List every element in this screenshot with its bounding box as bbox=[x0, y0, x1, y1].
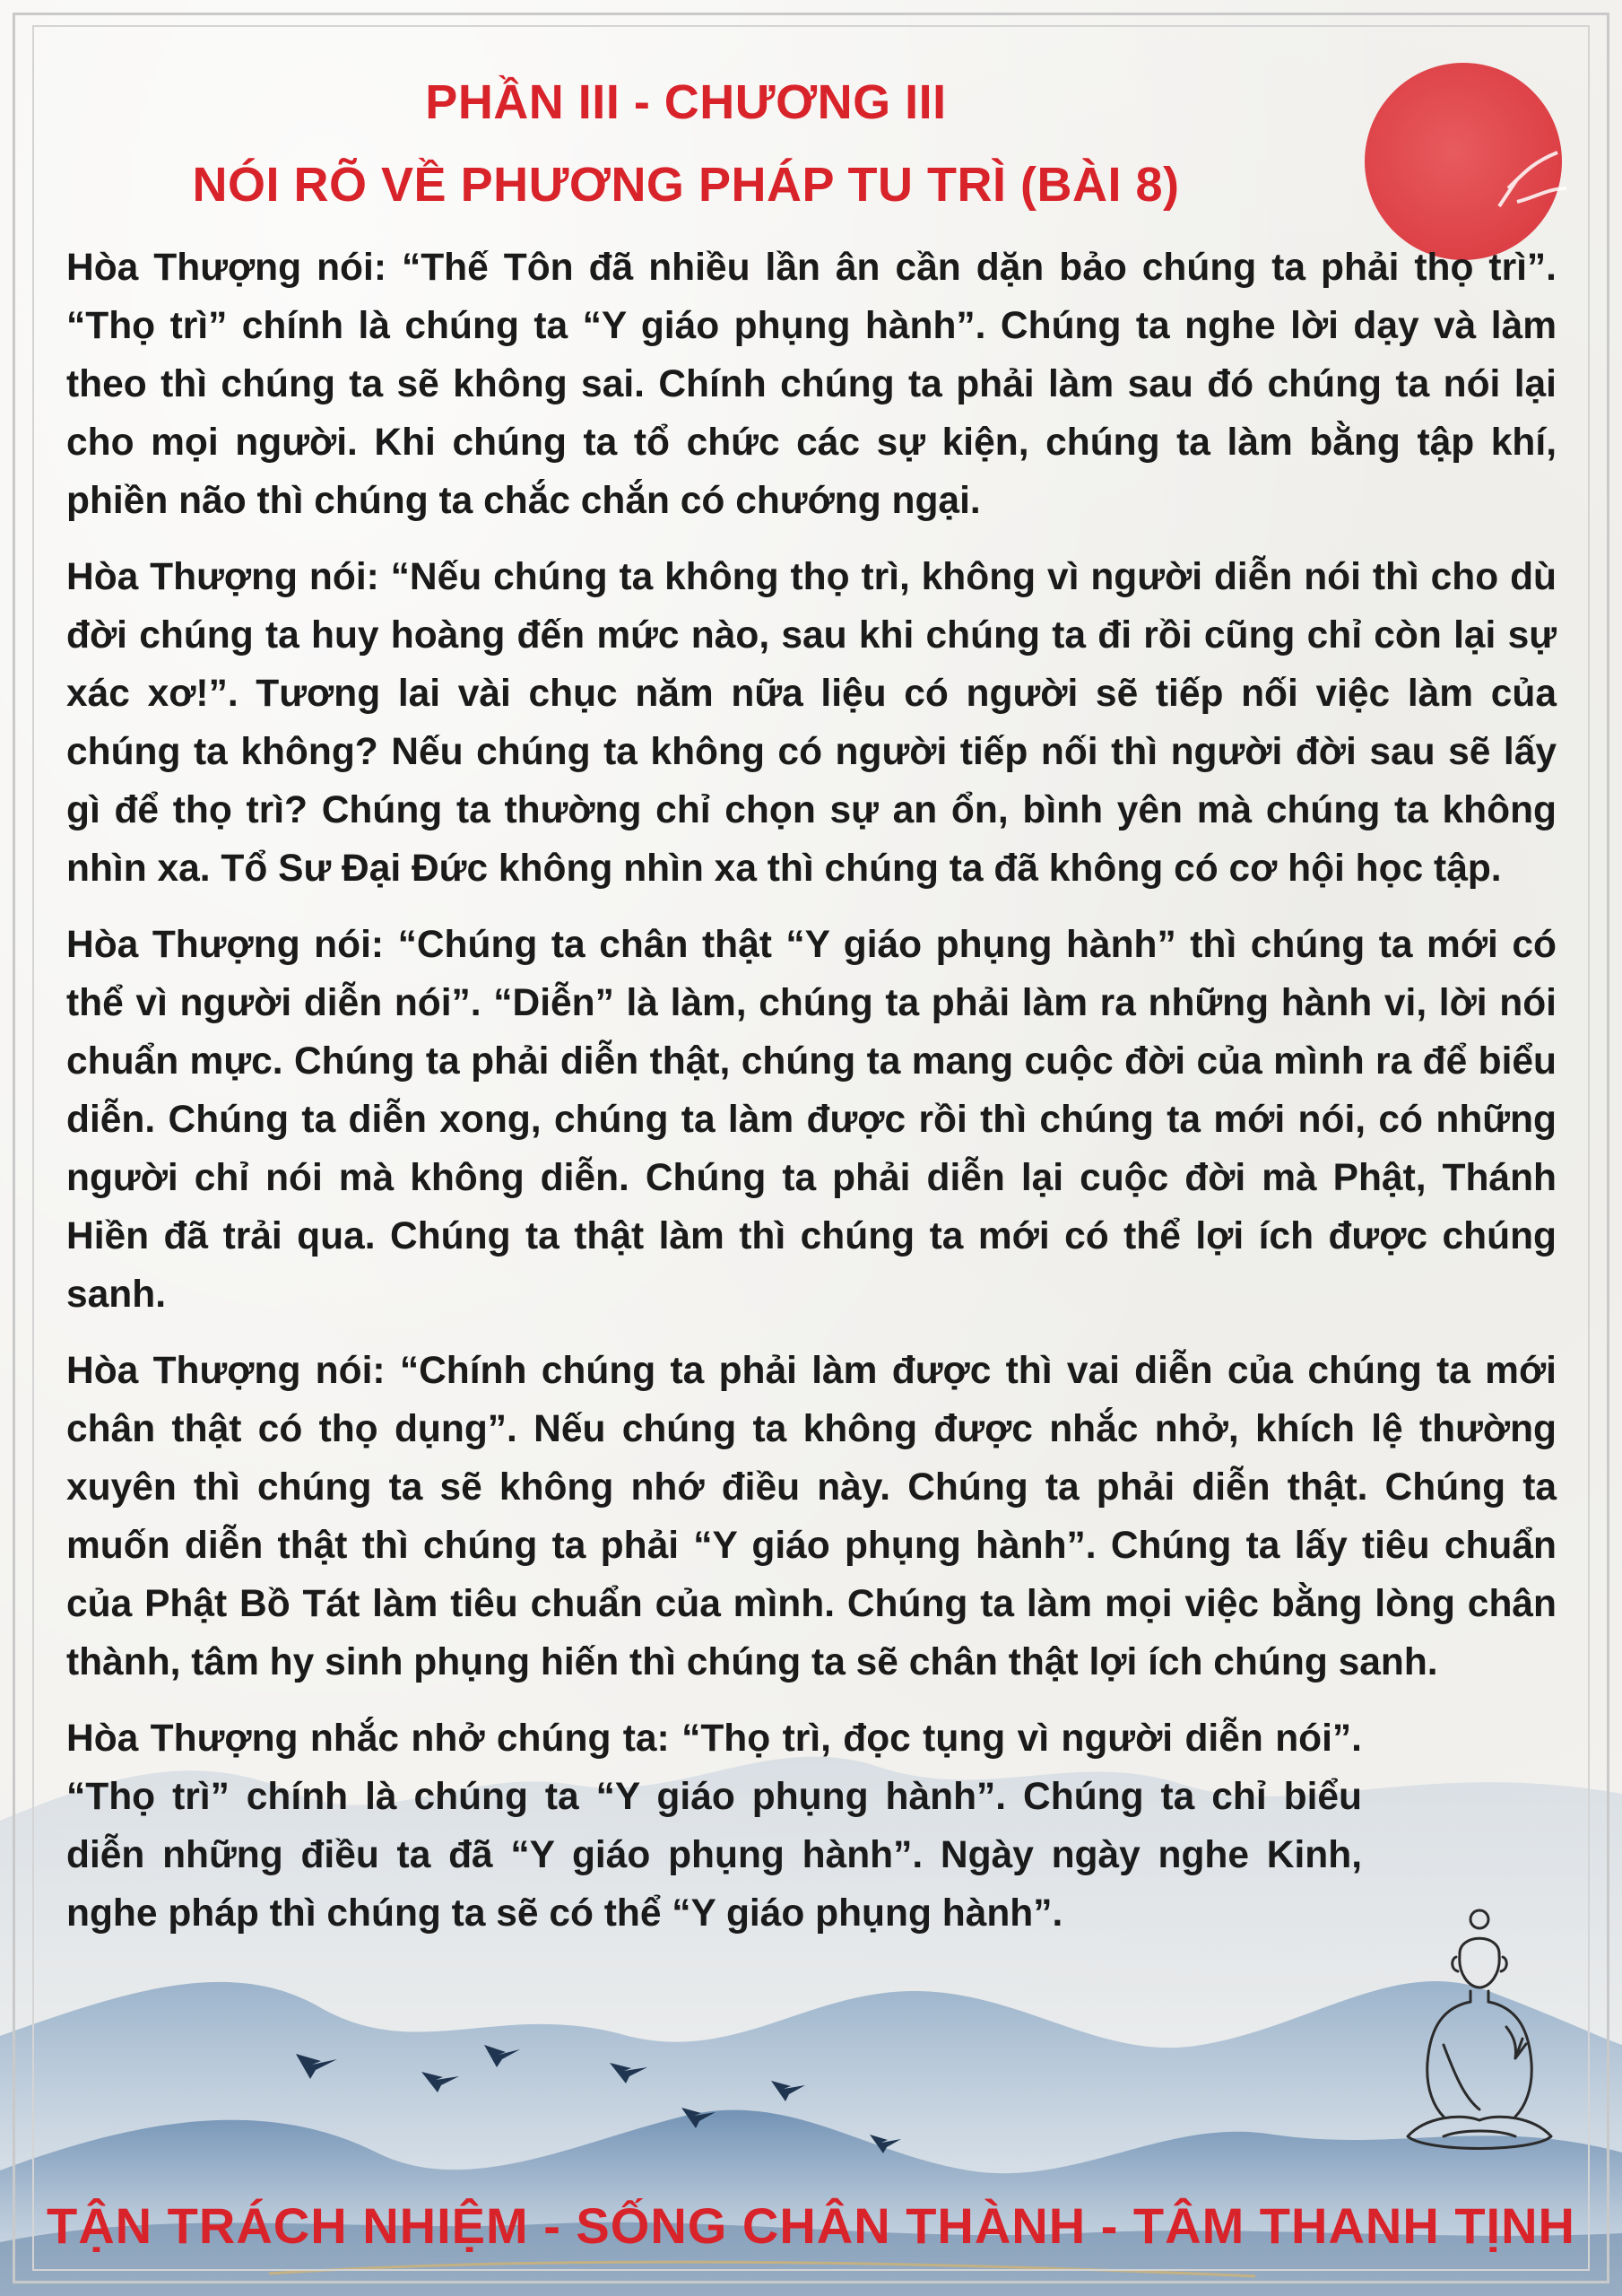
paragraph-1: Hòa Thượng nói: “Thế Tôn đã nhiều lần ân cần dặn bảo chúng ta phải thọ trì”. “Thọ trì” chính là chúng ta “Y giáo phụng hành”. Chúng ta nghe lời dạy và làm theo thì chúng ta sẽ không sai. Chính chúng ta phải làm sau đó chúng ta nói lại cho mọi người. Khi chúng ta tổ chức các sự kiện, chúng ta làm bằng tập khí, phiền não thì chúng ta chắc chắn có chướng ngại. bbox=[66, 247, 1557, 522]
paragraph-2: Hòa Thượng nói: “Nếu chúng ta không thọ trì, không vì người diễn nói thì cho dù đời chúng ta huy hoàng đến mức nào, sau khi chúng ta đi rồi cũng chỉ còn lại sự xác xơ!”. Tương lai vài chục năm nữa liệu có người sẽ tiếp nối việc làm của chúng ta không? Nếu chúng ta không có người tiếp nối thì người đời sau sẽ lấy gì để thọ trì? Chúng ta thường chỉ chọn sự an ổn, bình yên mà chúng ta không nhìn xa. Tổ Sư Đại Đức không nhìn xa thì chúng ta đã không có cơ hội học tập. bbox=[66, 556, 1557, 890]
paragraph-5: Hòa Thượng nhắc nhở chúng ta: “Thọ trì, đọc tụng vì người diễn nói”. “Thọ trì” chính là chúng ta “Y giáo phụng hành”. Chúng ta chỉ biểu diễn những điều ta đã “Y giáo phụng hành”. Ngày ngày nghe Kinh, nghe pháp thì chúng ta sẽ có thể “Y giáo phụng hành”. bbox=[66, 1718, 1362, 1935]
lesson-title: NÓI RÕ VỀ PHƯƠNG PHÁP TU TRÌ (BÀI 8) bbox=[192, 158, 1180, 212]
buddha-icon bbox=[1390, 1901, 1569, 2170]
paragraph-3: Hòa Thượng nói: “Chúng ta chân thật “Y giáo phụng hành” thì chúng ta mới có thể vì người diễn nói”. “Diễn” là làm, chúng ta phải làm ra những hành vi, lời nói chuẩn mực. Chúng ta phải diễn thật, chúng ta mang cuộc đời của mình ra để biểu diễn. Chúng ta diễn xong, chúng ta làm được rồi thì chúng ta mới nói, có những người chỉ nói mà không diễn. Chúng ta phải diễn lại cuộc đời mà Phật, Thánh Hiền đã trải qua. Chúng ta thật làm thì chúng ta mới có thể lợi ích được chúng sanh. bbox=[66, 924, 1557, 1316]
chapter-title: PHẦN III - CHƯƠNG III bbox=[425, 75, 947, 129]
red-sun-icon bbox=[1356, 54, 1571, 269]
footer-motto: TẬN TRÁCH NHIỆM - SỐNG CHÂN THÀNH - TÂM THANH TỊNH bbox=[47, 2197, 1575, 2254]
article-body bbox=[66, 239, 1557, 1961]
paragraph-4: Hòa Thượng nói: “Chính chúng ta phải làm được thì vai diễn của chúng ta mới chân thật có thọ dụng”. Nếu chúng ta không được nhắc nhở, khích lệ thường xuyên thì chúng ta sẽ không nhớ điều này. Chúng ta phải diễn thật. Chúng ta muốn diễn thật thì chúng ta phải “Y giáo phụng hành”. Chúng ta lấy tiêu chuẩn của Phật Bồ Tát làm tiêu chuẩn của mình. Chúng ta làm mọi việc bằng lòng chân thành, tâm hy sinh phụng hiến thì chúng ta sẽ chân thật lợi ích chúng sanh. bbox=[66, 1350, 1557, 1683]
